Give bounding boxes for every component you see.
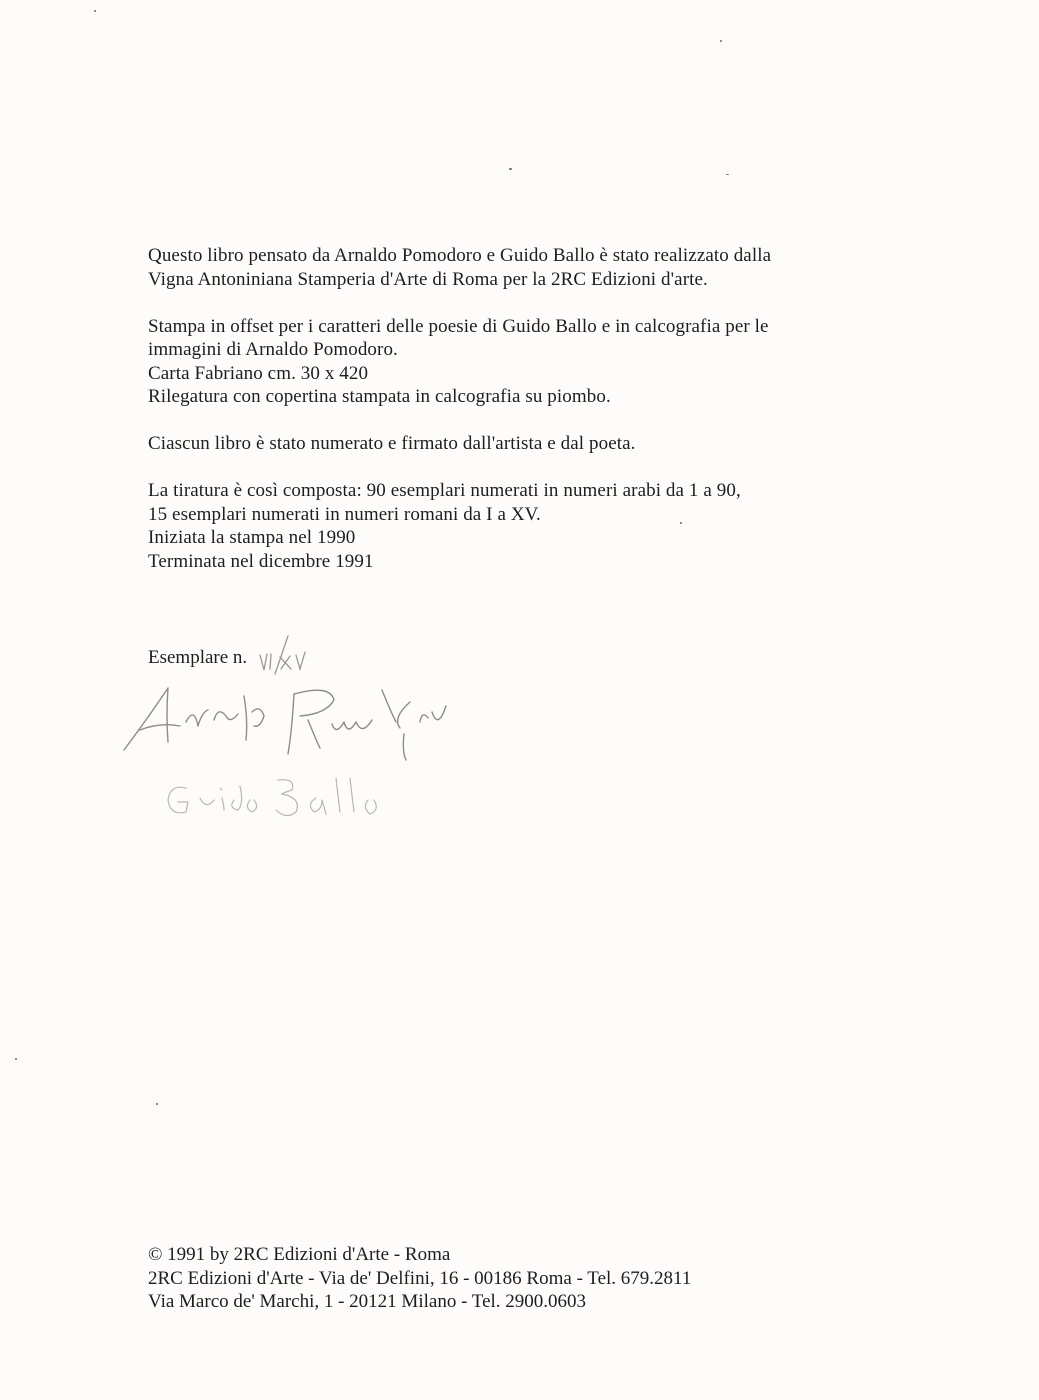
colophon-line: Terminata nel dicembre 1991 xyxy=(148,550,374,572)
copyright-line: © 1991 by 2RC Edizioni d'Arte - Roma xyxy=(148,1244,451,1265)
paper-speck xyxy=(94,10,96,12)
paper-speck xyxy=(509,168,512,170)
colophon-paragraph-signing xyxy=(148,432,908,456)
colophon-paragraph-edition xyxy=(148,479,908,573)
colophon-paragraph-technique xyxy=(148,315,908,409)
publisher-address-milan: Via Marco de' Marchi, 1 - 20121 Milano - Tel. 2900.0603 xyxy=(148,1291,587,1312)
colophon-line: Carta Fabriano cm. 30 x 420 xyxy=(148,362,369,384)
colophon-line: Ciascun libro è stato numerato e firmato dall'artista e dal poeta. xyxy=(148,433,636,454)
colophon-line: immagini di Arnaldo Pomodoro. xyxy=(148,339,398,360)
colophon-text xyxy=(148,244,908,597)
colophon-line: Vigna Antoniniana Stamperia d'Arte di Roma per la 2RC Edizioni d'arte. xyxy=(148,268,708,290)
artist-signature xyxy=(124,688,446,760)
colophon-line: Rilegatura con copertina stampata in calcografia su piombo. xyxy=(148,386,611,407)
colophon-line: 15 esemplari numerati in numeri romani da I a XV. xyxy=(148,503,541,525)
colophon-line: Stampa in offset per i caratteri delle poesie di Guido Ballo e in calcografia per le xyxy=(148,315,769,337)
colophon-line: La tiratura è così composta: 90 esemplari numerati in numeri arabi da 1 a 90, xyxy=(148,480,741,501)
publisher-footer xyxy=(148,1243,691,1314)
publisher-address-rome: 2RC Edizioni d'Arte - Via de' Delfini, 16 - 00186 Roma - Tel. 679.2811 xyxy=(148,1267,692,1289)
colophon-paragraph-credits xyxy=(148,244,908,291)
colophon-line: Iniziata la stampa nel 1990 xyxy=(148,527,356,548)
paper-speck xyxy=(680,522,682,524)
colophon-line: Questo libro pensato da Arnaldo Pomodoro e Guido Ballo è stato realizzato dalla xyxy=(148,245,772,266)
paper-speck xyxy=(726,174,729,175)
paper-speck xyxy=(15,1058,17,1060)
handwritten-signatures xyxy=(110,660,560,830)
poet-signature xyxy=(168,778,376,816)
paper-speck xyxy=(720,40,722,42)
exemplar-label: Esemplare n. xyxy=(148,647,248,668)
paper-speck xyxy=(156,1103,158,1105)
